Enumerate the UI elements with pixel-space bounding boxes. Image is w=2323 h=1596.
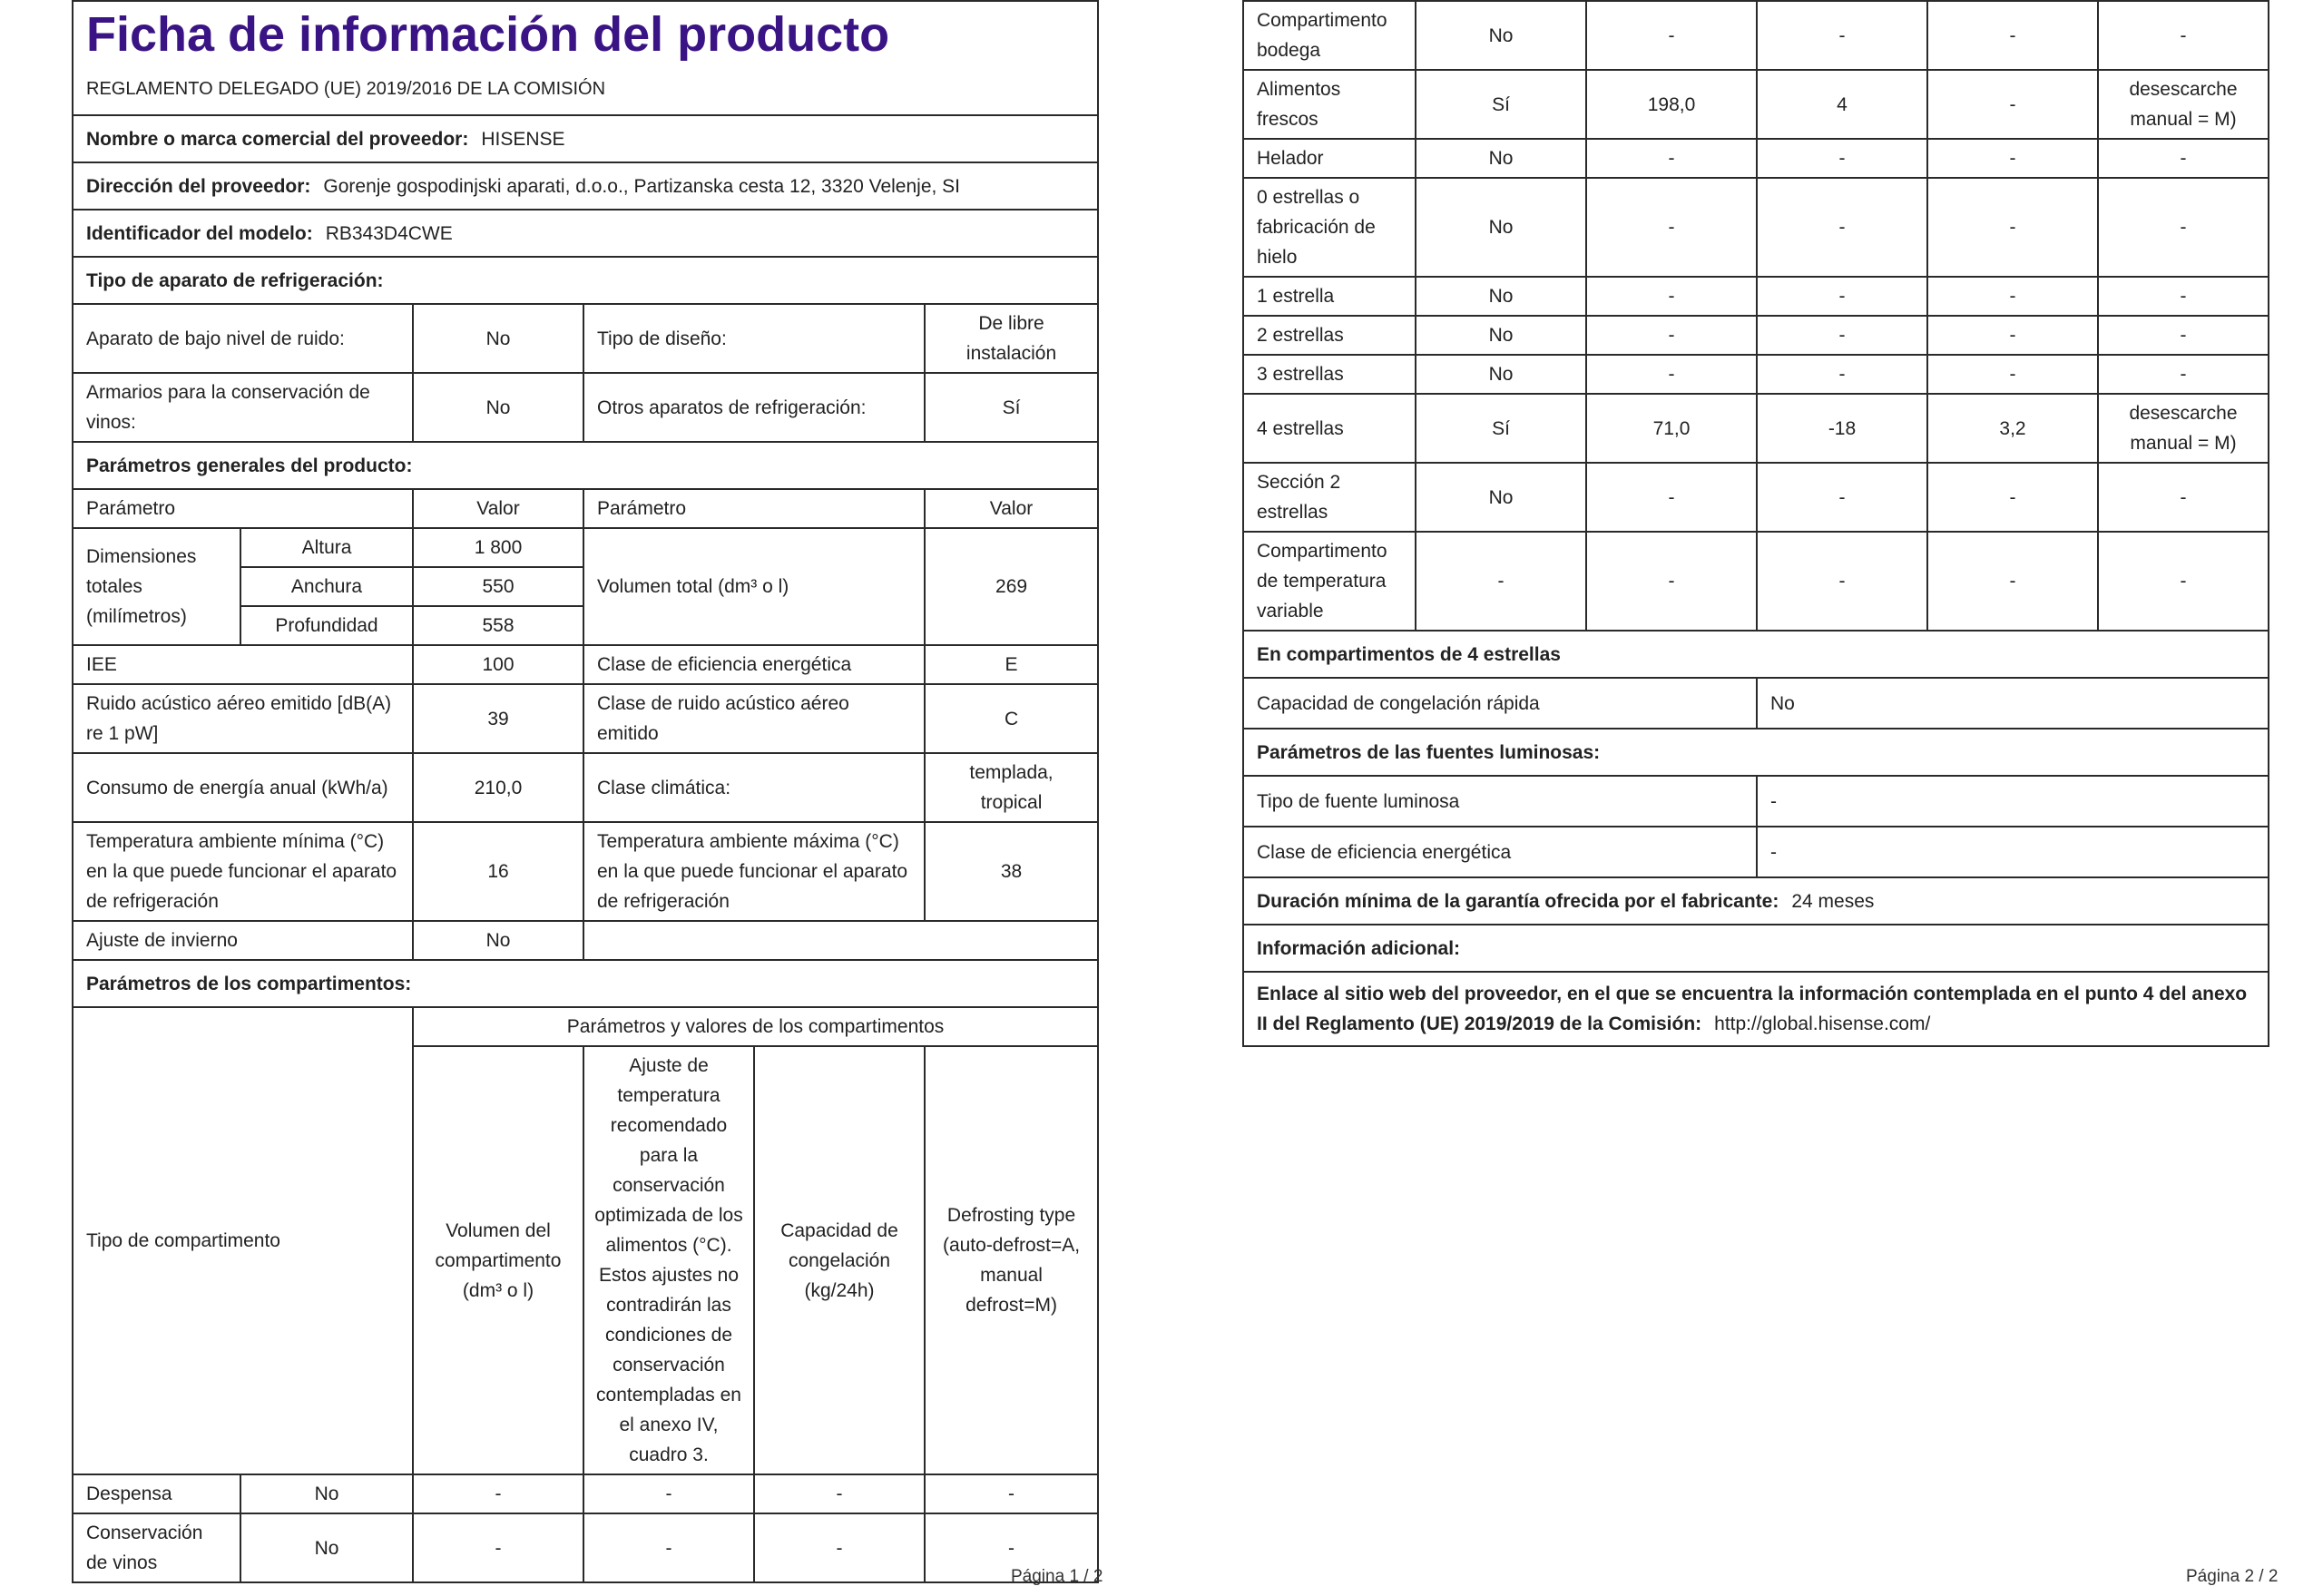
compartment-name: Despensa: [73, 1474, 240, 1513]
annual-energy-value: 210,0: [413, 753, 583, 822]
compartment-temperature: -18: [1757, 394, 1927, 463]
compartment-defrost: -: [925, 1513, 1098, 1582]
compartment-defrost: -: [2098, 532, 2269, 631]
compartment-present: No: [1416, 316, 1586, 355]
total-volume-label: Volumen total (dm³ o l): [583, 528, 925, 645]
value-header-2: Valor: [925, 489, 1098, 528]
param-header: Parámetro: [73, 489, 413, 528]
compartment-defrost: -: [2098, 277, 2269, 316]
fast-freeze-value: No: [1757, 678, 2269, 729]
compartment-temperature: -: [1757, 532, 1927, 631]
compartment-present: No: [1416, 463, 1586, 532]
compartment-present: -: [1416, 532, 1586, 631]
compartment-defrost: desescarche manual = M): [2098, 70, 2269, 139]
light-type-value: -: [1757, 776, 2269, 827]
compartment-temperature: -: [1757, 316, 1927, 355]
supplier-value: HISENSE: [481, 128, 565, 150]
compartment-name: 2 estrellas: [1243, 316, 1416, 355]
website-label: Enlace al sitio web del proveedor, en el que se encuentra la información contemplada en el punto 4 del anexo II del Reglamento (UE) 2019/2019 de la Comisión:: [1257, 984, 2248, 1034]
compartment-temperature: -: [1757, 1, 1927, 70]
winter-setting-value: No: [413, 921, 583, 960]
model-label: Identificador del modelo:: [86, 222, 313, 244]
table-row: [1243, 316, 2269, 355]
annual-energy-label: Consumo de energía anual (kWh/a): [73, 753, 413, 822]
table-row: [1243, 355, 2269, 394]
compartment-freezing: -: [1927, 355, 2098, 394]
product-info-table: [72, 0, 1099, 1583]
compartment-name: Alimentos frescos: [1243, 70, 1416, 139]
compartment-temperature: -: [1757, 355, 1927, 394]
compartment-name: Compartimento bodega: [1243, 1, 1416, 70]
compartment-freezing: -: [1927, 463, 2098, 532]
compartment-defrost: -: [2098, 316, 2269, 355]
compartment-freezing: -: [1927, 316, 2098, 355]
compartment-present: No: [1416, 277, 1586, 316]
light-class-value: -: [1757, 827, 2269, 877]
compartment-freezing: -: [1927, 1, 2098, 70]
address-label: Dirección del proveedor:: [86, 175, 311, 197]
compartment-volume: -: [1586, 1, 1757, 70]
compartment-volume: 71,0: [1586, 394, 1757, 463]
compartment-name: Sección 2 estrellas: [1243, 463, 1416, 532]
table-row: [1243, 178, 2269, 277]
eei-value: 100: [413, 645, 583, 684]
noise-label: Ruido acústico aéreo emitido [dB(A) re 1 pW]: [73, 684, 413, 753]
low-noise-value: No: [413, 304, 583, 373]
fast-freeze-label: Capacidad de congelación rápida: [1243, 678, 1757, 729]
light-type-label: Tipo de fuente luminosa: [1243, 776, 1757, 827]
compartment-freezing: -: [754, 1474, 925, 1513]
page-number-1: Página 1 / 2: [1011, 1567, 1103, 1586]
eei-label: IEE: [73, 645, 413, 684]
warranty-value: 24 meses: [1791, 890, 1875, 912]
compartment-type-header: Tipo de compartimento: [73, 1007, 413, 1474]
width-value: 550: [413, 567, 583, 606]
other-appliance-label: Otros aparatos de refrigeración:: [583, 373, 925, 442]
climate-class-value: templada, tropical: [925, 753, 1098, 822]
noise-class-label: Clase de ruido acústico aéreo emitido: [583, 684, 925, 753]
energy-class-value: E: [925, 645, 1098, 684]
warranty-label: Duración mínima de la garantía ofrecida por el fabricante:: [1257, 890, 1779, 912]
noise-class-value: C: [925, 684, 1098, 753]
compartment-temperature: -: [1757, 178, 1927, 277]
compartment-volume: -: [1586, 139, 1757, 178]
other-appliance-value: Sí: [925, 373, 1098, 442]
model-value: RB343D4CWE: [325, 222, 453, 244]
table-row: [1243, 532, 2269, 631]
design-type-value: De libre instalación: [925, 304, 1098, 373]
compartment-temperature: -: [1757, 277, 1927, 316]
compartment-present: No: [240, 1513, 413, 1582]
compartment-volume: -: [1586, 178, 1757, 277]
volume-header: Volumen del compartimento (dm³ o l): [413, 1046, 583, 1474]
value-header: Valor: [413, 489, 583, 528]
min-temp-label: Temperatura ambiente mínima (°C) en la que puede funcionar el aparato de refrigeración: [73, 822, 413, 921]
table-row: [1243, 394, 2269, 463]
winter-setting-label: Ajuste de invierno: [73, 921, 413, 960]
compartment-volume: 198,0: [1586, 70, 1757, 139]
table-row: [1243, 139, 2269, 178]
depth-value: 558: [413, 606, 583, 645]
compartment-defrost: -: [2098, 139, 2269, 178]
compartment-volume: -: [1586, 277, 1757, 316]
compartment-defrost: desescarche manual = M): [2098, 394, 2269, 463]
compartment-present: No: [1416, 1, 1586, 70]
table-row: [1243, 463, 2269, 532]
compartment-defrost: -: [2098, 178, 2269, 277]
table-row: [73, 1513, 1098, 1582]
energy-class-label: Clase de eficiencia energética: [583, 645, 925, 684]
noise-value: 39: [413, 684, 583, 753]
low-noise-label: Aparato de bajo nivel de ruido:: [73, 304, 413, 373]
compartment-freezing: -: [1927, 70, 2098, 139]
height-value: 1 800: [413, 528, 583, 567]
address-value: Gorenje gospodinjski aparati, d.o.o., Partizanska cesta 12, 3320 Velenje, SI: [323, 175, 961, 197]
total-volume-value: 269: [925, 528, 1098, 645]
table-row: [73, 1474, 1098, 1513]
compartment-present: No: [1416, 178, 1586, 277]
compartment-name: 1 estrella: [1243, 277, 1416, 316]
compartment-present: No: [240, 1474, 413, 1513]
light-source-heading: Parámetros de las fuentes luminosas:: [1243, 729, 2269, 776]
compartment-temperature: -: [1757, 463, 1927, 532]
compartment-volume: -: [413, 1474, 583, 1513]
compartment-temperature: -: [583, 1474, 754, 1513]
width-label: Anchura: [240, 567, 413, 606]
compartment-defrost: -: [2098, 355, 2269, 394]
compartment-defrost: -: [2098, 1, 2269, 70]
compartment-temperature: 4: [1757, 70, 1927, 139]
max-temp-value: 38: [925, 822, 1098, 921]
table-row: [1243, 1, 2269, 70]
wine-storage-value: No: [413, 373, 583, 442]
appliance-type-heading: Tipo de aparato de refrigeración:: [73, 257, 1098, 304]
compartment-freezing: 3,2: [1927, 394, 2098, 463]
compartment-present: Sí: [1416, 70, 1586, 139]
compartment-volume: -: [1586, 316, 1757, 355]
compartment-name: 3 estrellas: [1243, 355, 1416, 394]
regulation-subtitle: REGLAMENTO DELEGADO (UE) 2019/2016 DE LA COMISIÓN: [86, 79, 606, 99]
compartment-present: No: [1416, 355, 1586, 394]
light-class-label: Clase de eficiencia energética: [1243, 827, 1757, 877]
page-title: Ficha de información del producto: [86, 7, 890, 62]
climate-class-label: Clase climática:: [583, 753, 925, 822]
dimensions-label: Dimensiones totales (milímetros): [73, 528, 240, 645]
general-params-heading: Parámetros generales del producto:: [73, 442, 1098, 489]
compartment-values-header: Parámetros y valores de los compartimentos: [413, 1007, 1098, 1046]
defrost-type-header: Defrosting type (auto-defrost=A, manual defrost=M): [925, 1046, 1098, 1474]
param-header-2: Parámetro: [583, 489, 925, 528]
compartment-name: Compartimento de temperatura variable: [1243, 532, 1416, 631]
design-type-label: Tipo de diseño:: [583, 304, 925, 373]
compartment-present: No: [1416, 139, 1586, 178]
min-temp-value: 16: [413, 822, 583, 921]
table-row: [1243, 70, 2269, 139]
compartment-freezing: -: [1927, 178, 2098, 277]
page-1: [72, 0, 1097, 1583]
temperature-header: Ajuste de temperatura recomendado para la conservación optimizada de los alimentos (°C). Estos ajustes no contradirán las condiciones de conservación contempladas en el anexo IV, cuadro 3.: [583, 1046, 754, 1474]
compartment-freezing: -: [1927, 277, 2098, 316]
compartment-temperature: -: [1757, 139, 1927, 178]
compartment-volume: -: [1586, 355, 1757, 394]
height-label: Altura: [240, 528, 413, 567]
table-row: [1243, 277, 2269, 316]
compartment-temperature: -: [583, 1513, 754, 1582]
depth-label: Profundidad: [240, 606, 413, 645]
compartment-present: Sí: [1416, 394, 1586, 463]
compartment-params-heading: Parámetros de los compartimentos:: [73, 960, 1098, 1007]
compartment-name: Conservación de vinos: [73, 1513, 240, 1582]
compartment-name: Helador: [1243, 139, 1416, 178]
additional-info-heading: Información adicional:: [1243, 925, 2269, 972]
max-temp-label: Temperatura ambiente máxima (°C) en la que puede funcionar el aparato de refrigeración: [583, 822, 925, 921]
compartment-volume: -: [1586, 532, 1757, 631]
page-number-2: Página 2 / 2: [2186, 1567, 2279, 1586]
compartment-volume: -: [413, 1513, 583, 1582]
compartment-name: 4 estrellas: [1243, 394, 1416, 463]
compartment-freezing: -: [754, 1513, 925, 1582]
four-star-heading: En compartimentos de 4 estrellas: [1243, 631, 2269, 678]
compartment-freezing: -: [1927, 532, 2098, 631]
compartment-defrost: -: [2098, 463, 2269, 532]
compartment-freezing: -: [1927, 139, 2098, 178]
page-2: [1242, 0, 2268, 1047]
compartment-defrost: -: [925, 1474, 1098, 1513]
compartments-table-continued: [1242, 0, 2269, 1047]
freezing-capacity-header: Capacidad de congelación (kg/24h): [754, 1046, 925, 1474]
supplier-label: Nombre o marca comercial del proveedor:: [86, 128, 469, 150]
compartment-name: 0 estrellas o fabricación de hielo: [1243, 178, 1416, 277]
compartment-volume: -: [1586, 463, 1757, 532]
wine-storage-label: Armarios para la conservación de vinos:: [73, 373, 413, 442]
website-link[interactable]: http://global.hisense.com/: [1714, 1013, 1931, 1034]
